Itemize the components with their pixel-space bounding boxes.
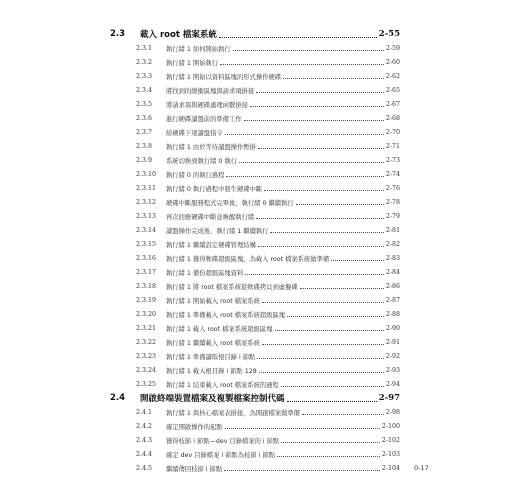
entry-number: 2.3.18 — [136, 282, 157, 290]
entry-title: 讀盤操作完成後，執行緒 1 繼續執行 — [166, 227, 269, 235]
section-number: 2.4 — [110, 393, 126, 403]
toc-entry — [136, 42, 400, 54]
dot-leader — [264, 189, 384, 191]
entry-title: 繼續傳回枝節 i 節點 — [166, 465, 223, 473]
dot-leader — [257, 357, 384, 359]
toc-entry — [136, 238, 400, 250]
entry-number: 2.3.23 — [136, 352, 157, 360]
toc-entry — [136, 462, 400, 474]
entry-title: 執行緒 1 載入 root 檔案系統超級區塊 — [166, 325, 273, 333]
entry-page: 2-73 — [385, 156, 400, 164]
entry-title: 執行緒 1 開始以資料區塊的形式操作硬碟 — [166, 73, 282, 81]
dot-leader — [256, 91, 384, 93]
entry-number: 2.3.15 — [136, 240, 157, 248]
entry-number: 2.4.1 — [136, 408, 153, 416]
entry-page: 2-81 — [385, 226, 400, 234]
entry-title: 進行硬碟讀盤前的準備工作 — [166, 115, 242, 123]
toc-entry — [136, 336, 400, 348]
toc-entry — [136, 182, 400, 194]
toc-entry — [136, 84, 400, 96]
toc-entry — [136, 378, 400, 390]
entry-page: 2-93 — [385, 366, 400, 374]
entry-page: 2-76 — [385, 184, 400, 192]
entry-number: 2.4.4 — [136, 450, 153, 458]
entry-page: 2-68 — [385, 114, 400, 122]
entry-page: 2-88 — [385, 310, 400, 318]
entry-number: 2.4.3 — [136, 436, 153, 444]
entry-number: 2.3.12 — [136, 198, 157, 206]
dot-leader — [225, 133, 384, 135]
toc-entry — [136, 448, 400, 460]
toc-entry — [136, 308, 400, 320]
entry-number: 2.3.16 — [136, 254, 157, 262]
entry-title: 執行緒 1 結束載入 root 檔案系統的過程 — [166, 381, 279, 389]
dot-leader — [258, 147, 384, 149]
toc-entry — [136, 322, 400, 334]
section-number: 2.3 — [110, 29, 126, 39]
entry-number: 2.3.6 — [136, 114, 153, 122]
entry-number: 2.3.17 — [136, 268, 157, 276]
entry-title: 執行緒 1 由於等待讀盤操作暫掛 — [166, 143, 256, 151]
toc-entry — [136, 196, 400, 208]
entry-number: 2.3.1 — [136, 44, 153, 52]
entry-page: 2-84 — [385, 268, 400, 276]
entry-number: 2.3.9 — [136, 156, 153, 164]
toc-entry — [136, 420, 400, 432]
entry-title: 執行緒 1 備份超級區塊資料 — [166, 269, 244, 277]
entry-title: 再次回應硬碟中斷並喚醒執行緒 — [166, 213, 255, 221]
entry-page: 2-62 — [385, 72, 400, 80]
entry-page: 2-91 — [385, 338, 400, 346]
dot-leader — [302, 413, 384, 415]
entry-number: 2.3.24 — [136, 366, 157, 374]
entry-number: 2.3.14 — [136, 226, 157, 234]
entry-number: 2.3.3 — [136, 72, 153, 80]
entry-number: 2.3.4 — [136, 86, 153, 94]
dot-leader — [259, 371, 384, 373]
dot-leader — [262, 301, 384, 303]
page-number: 0-17 — [414, 464, 429, 472]
entry-number: 2.3.11 — [136, 184, 157, 192]
entry-number: 2.3.25 — [136, 380, 157, 388]
toc-entry — [136, 280, 400, 292]
toc-entry — [136, 252, 400, 264]
dot-leader — [244, 119, 384, 121]
dot-leader — [270, 231, 383, 233]
entry-title: 確定開啟操作的起點 — [166, 423, 223, 431]
entry-number: 2.3.2 — [136, 58, 153, 66]
dot-leader — [287, 400, 377, 402]
dot-leader — [225, 427, 380, 429]
section-heading — [110, 391, 400, 405]
entry-title: 確定 dev 目錄檔案 i 節點為枝節 i 節點 — [166, 451, 275, 459]
entry-page: 2-103 — [381, 450, 400, 458]
entry-number: 2.3.7 — [136, 128, 153, 136]
entry-title: 執行緒 1 準備讀取根目錄 i 節點 — [166, 353, 256, 361]
entry-page: 2-92 — [385, 352, 400, 360]
toc-entry — [136, 56, 400, 68]
entry-page: 2-59 — [385, 44, 400, 52]
section-title: 開啟終端裝置檔案及複製檔案控制代碼 — [140, 394, 285, 404]
dot-leader — [233, 49, 384, 51]
toc-entry — [136, 350, 400, 362]
entry-title: 執行緒 1 如何開始執行 — [166, 45, 231, 53]
entry-page: 2-87 — [385, 296, 400, 304]
entry-title: 執行緒 1 開始執行 — [166, 59, 219, 67]
entry-title: 將請求項與硬碟處理函數掛接 — [166, 101, 248, 109]
entry-title: 執行緒 0 的執行過程 — [166, 171, 225, 179]
entry-title: 執行緒 1 獲得軟碟超級區塊，為載入 root 檔案系統做準備 — [166, 255, 330, 263]
section-heading — [110, 27, 400, 41]
entry-page: 2-98 — [385, 408, 400, 416]
entry-page: 2-60 — [385, 58, 400, 66]
entry-page: 2-78 — [385, 198, 400, 206]
entry-number: 2.3.13 — [136, 212, 157, 220]
entry-number: 2.3.19 — [136, 296, 157, 304]
toc-entry — [136, 70, 400, 82]
toc-entry — [136, 224, 400, 236]
dot-leader — [281, 441, 380, 443]
dot-leader — [283, 77, 384, 79]
entry-number: 2.3.10 — [136, 170, 157, 178]
entry-page: 2-83 — [385, 254, 400, 262]
entry-number: 2.3.8 — [136, 142, 153, 150]
toc-entry — [136, 140, 400, 152]
entry-page: 2-79 — [385, 212, 400, 220]
dot-leader — [245, 273, 384, 275]
dot-leader — [256, 217, 384, 219]
entry-title: 獲得枝節 i 節點—dev 目錄檔案的 i 節點 — [166, 437, 280, 445]
entry-page: 2-70 — [385, 128, 400, 136]
entry-number: 2.3.5 — [136, 100, 153, 108]
entry-title: 將找到的緩衝區塊與請求項掛接 — [166, 87, 255, 95]
entry-title: 執行緒 1 繼續設定硬碟管理結構 — [166, 241, 256, 249]
toc-entry — [136, 98, 400, 110]
entry-title: 執行緒 0 執行過程中發生硬碟中斷 — [166, 185, 263, 193]
toc-entry — [136, 210, 400, 222]
entry-title: 執行緒 1 將 root 檔案系統從軟碟拷貝到虛擬碟 — [166, 283, 298, 291]
entry-title: 執行緒 1 繼續載入 root 檔案系統 — [166, 339, 260, 347]
entry-page: 2-86 — [385, 282, 400, 290]
dot-leader — [226, 175, 383, 177]
dot-leader — [300, 287, 384, 289]
entry-page: 2-90 — [385, 324, 400, 332]
entry-number: 2.4.2 — [136, 422, 153, 430]
dot-leader — [250, 105, 384, 107]
entry-title: 給硬碟下達讀盤指令 — [166, 129, 223, 137]
entry-page: 2-102 — [381, 436, 400, 444]
entry-page: 2-71 — [385, 142, 400, 150]
entry-title: 執行緒 1 準備載入 root 檔案系統超級區塊 — [166, 311, 286, 319]
entry-title: 硬碟中斷服務程式完畢後，執行緒 0 繼續執行 — [166, 199, 294, 207]
dot-leader — [281, 385, 384, 387]
dot-leader — [220, 63, 384, 65]
dot-leader — [275, 329, 384, 331]
entry-number: 2.3.20 — [136, 310, 157, 318]
dot-leader — [287, 315, 384, 317]
entry-page: 2-65 — [385, 86, 400, 94]
entry-page: 2-104 — [381, 464, 400, 472]
dot-leader — [239, 161, 384, 163]
entry-page: 2-100 — [381, 422, 400, 430]
dot-leader — [277, 455, 380, 457]
entry-page: 2-67 — [385, 100, 400, 108]
toc-entry — [136, 112, 400, 124]
dot-leader — [224, 469, 380, 471]
toc-entry — [136, 406, 400, 418]
toc-entry — [136, 266, 400, 278]
toc-entry — [136, 168, 400, 180]
entry-title: 系統切換到執行緒 0 執行 — [166, 157, 237, 165]
section-page: 2-55 — [378, 29, 400, 39]
entry-title: 執行緒 1 載入根目錄 i 節點 128 — [166, 367, 257, 375]
entry-number: 2.3.22 — [136, 338, 157, 346]
section-title: 載入 root 檔案系統 — [140, 30, 217, 40]
toc-entry — [136, 434, 400, 446]
toc-entry — [136, 364, 400, 376]
dot-leader — [219, 36, 377, 38]
toc-entry — [136, 126, 400, 138]
entry-page: 2-74 — [385, 170, 400, 178]
section-page: 2-97 — [378, 393, 400, 403]
entry-number: 2.4.5 — [136, 464, 153, 472]
entry-title: 執行緒 1 開始載入 root 檔案系統 — [166, 297, 260, 305]
toc-entry — [136, 294, 400, 306]
dot-leader — [262, 343, 384, 345]
dot-leader — [296, 203, 384, 205]
dot-leader — [331, 259, 384, 261]
entry-page: 2-94 — [385, 380, 400, 388]
dot-leader — [258, 245, 384, 247]
toc-entry — [136, 154, 400, 166]
entry-page: 2-82 — [385, 240, 400, 248]
entry-number: 2.3.21 — [136, 324, 157, 332]
entry-title: 執行緒 1 與核心檔案表掛接，為開啟檔案做準備 — [166, 409, 300, 417]
